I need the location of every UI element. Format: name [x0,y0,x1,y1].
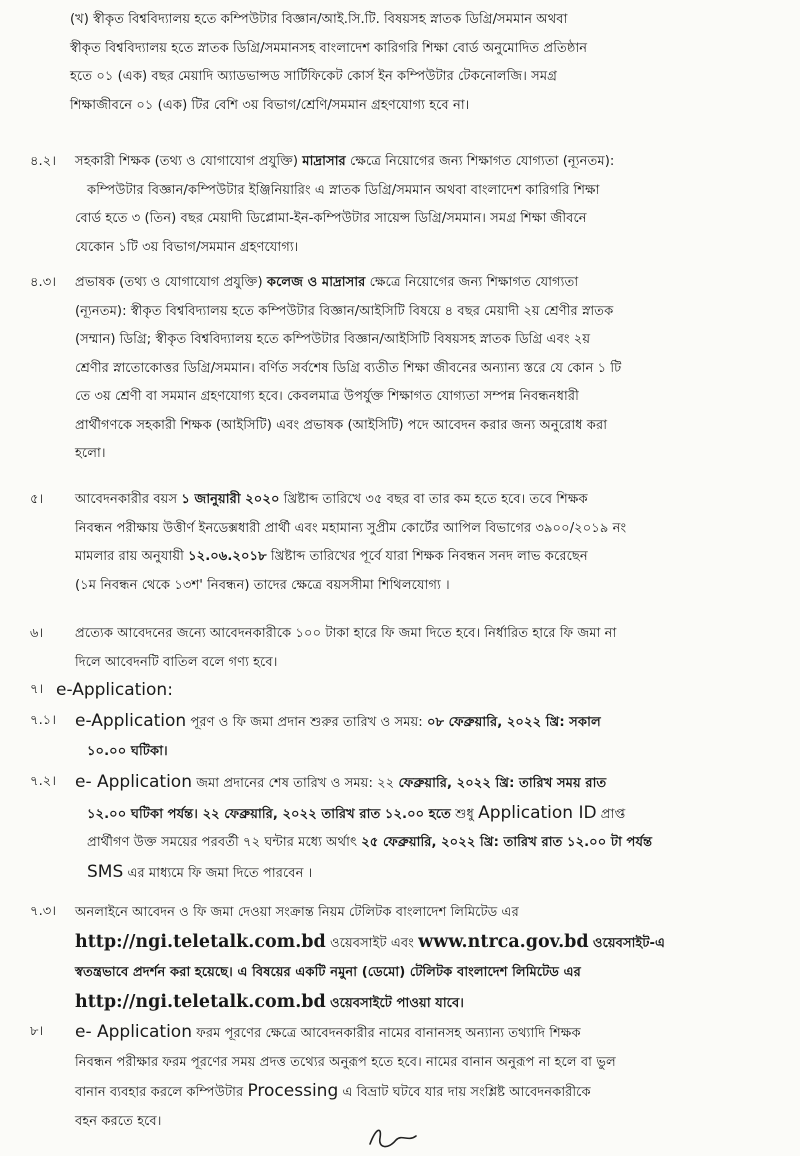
text-run: শুধু [455,806,474,822]
section-8-line: নিবন্ধন পরীক্ষার ফরম পূরণের সময় প্রদত্ত তথ্যের অনুরূপ হতে হবে। নামের বানান অনুরূপ না হলে বা ভুল [75,1054,616,1070]
section-7-3-number: ৭.৩। [30,904,57,919]
bold-run: ২৫ ফেব্রুয়ারি, ২০২২ খ্রি: তারিখ রাত ১২.০০ টা পর্যন্ত [361,835,653,850]
section-6-number: ৬। [30,626,44,641]
bold-run: ওয়েবসাইট-এ [592,935,666,951]
clause-kha-line: হতে ০১ (এক) বছর মেয়াদি অ্যাডভান্সড সার্টিফিকেট কোর্স ইন কম্পিউটার টেকনোলজি। সমগ্র [70,69,558,84]
section-4-3 [75,269,765,469]
section-8-number: ৮। [30,1024,44,1039]
text-run: খ্রিষ্টাব্দ তারিখের পূর্বে যারা শিক্ষক নিবন্ধন সনদ লাভ করেছেন [270,549,588,564]
clause-kha-line: স্বীকৃত বিশ্ববিদ্যালয় হতে স্নাতক ডিগ্রি/সমমানসহ বাংলাদেশ কারিগরি শিক্ষা বোর্ড অনুমোদিত প্রতিষ্ঠান [70,40,588,56]
section-7-2-line [75,829,765,858]
section-8-line [75,1018,765,1049]
section-4-3-line: তে ৩য় শ্রেণী বা সমমান গ্রহণযোগ্য হবে। কেবলমাত্র উপর্যুক্ত শিক্ষাগত যোগ্যতা সম্পন্ন নিবন্ধনধারী [75,389,579,404]
text-run: e-Application [75,711,187,731]
url-link[interactable]: http://ngi.teletalk.com.bd [75,991,326,1012]
clause-kha [70,6,766,120]
section-7-1-line [75,707,765,738]
signature-mark [362,1122,422,1156]
section-4-2-line: বোর্ড হতে ৩ (তিন) বছর মেয়াদী ডিপ্লোমা-ইন-কম্পিউটার সায়েন্স ডিগ্রি/সমমান। সমগ্র শিক্ষা জীবনে [75,211,587,226]
section-7-2-number: ৭.২। [30,774,57,789]
section-7-3-line [75,988,765,1019]
section-7-2-line [75,799,765,830]
bold-run: ১২.০০ ঘটিকা পর্যন্ত। ২২ ফেব্রুয়ারি, ২০২২ তারিখ রাত ১২.০০ হতে [87,806,451,822]
section-4-3-line: শ্রেণীর স্নাতোকোত্তর ডিগ্রি/সমমান। বর্ণিত সর্বশেষ ডিগ্রি ব্যতীত শিক্ষা জীবনের অন্যান্য স্তরে যে কোন ১ টি [75,360,622,376]
text-run: পূরণ ও ফি জমা প্রদান শুরুর তারিখ ও সময়: [190,715,423,730]
section-4-2-line: কম্পিউটার বিজ্ঞান/কম্পিউটার ইঞ্জিনিয়ারিং এ স্নাতক ডিগ্রি/সমমান অথবা বাংলাদেশ কারিগরি শিক্ষা [87,182,600,198]
section-5-line [75,486,765,515]
text-run: বানান ব্যবহার করলে কম্পিউটার [75,1085,244,1100]
section-8-line [75,1077,765,1108]
text-run: ক্ষেত্রে নিয়োগের জন্য শিক্ষাগত যোগ্যতা [369,275,579,290]
section-5 [75,486,765,600]
text-run: e- Application [75,772,192,792]
bold-run: ০৮ ফেব্রুয়ারি, ২০২২ খ্রি: সকাল [426,715,601,730]
section-7-2-line [75,858,765,889]
section-4-2-number: ৪.২। [30,154,57,169]
bold-run: স্বতন্ত্রভাবে প্রদর্শন করা হয়েছে। এ বিষয়ের একটি নমুনা (ডেমো) টেলিটক বাংলাদেশ লিমিটেড এর [75,965,581,980]
section-4-3-number: ৪.৩। [30,275,57,290]
section-5-line [75,543,765,572]
url-link[interactable]: www.ntrca.gov.bd [418,931,589,952]
section-8-line: বহন করতে হবে। [75,1113,162,1129]
section-4-2 [75,148,765,262]
text-run: সহকারী শিক্ষক (তথ্য ও যোগাযোগ প্রযুক্তি) [75,154,299,169]
section-4-2-line [75,148,765,177]
section-6-line: প্রত্যেক আবেদনের জন্যে আবেদনকারীকে ১০০ টাকা হারে ফি জমা দিতে হবে। নির্ধারিত হারে ফি জমা না [75,626,617,641]
section-7-2 [75,768,765,888]
section-4-3-line [75,269,765,298]
text-run: ফরম পূরণের ক্ষেত্রে আবেদনকারীর নামের বানানসহ অন্যান্য তথ্যাদি শিক্ষক [196,1026,581,1041]
section-5-number: ৫। [30,492,44,507]
section-6-line: দিলে আবেদনটি বাতিল বলে গণ্য হবে। [75,654,278,670]
bold-run: কলেজ ও মাদ্রাসার [266,275,366,290]
url-link[interactable]: http://ngi.teletalk.com.bd [75,931,326,952]
section-7-1-line [75,738,765,767]
bold-run: ১০.০০ ঘটিকা। [87,743,168,759]
section-5-line: নিবন্ধন পরীক্ষায় উত্তীর্ণ ইনডেক্সধারী প্রার্থী এবং মহামান্য সুপ্রীম কোর্টের আপিল বিভাগের ৩৯০০/২০১৯ নং [75,520,627,536]
section-7-1-number: ৭.১। [30,713,57,728]
text-run: জমা প্রদানের শেষ তারিখ ও সময়: ২২ [196,776,395,791]
section-5-line: (১ম নিবন্ধন থেকে ১৩শ' নিবন্ধন) তাদের ক্ষেত্রে বয়সসীমা শিথিলযোগ্য । [75,577,450,593]
text-run: Application ID [478,802,597,823]
section-4-3-line: (ন্যূনতম): স্বীকৃত বিশ্ববিদ্যালয় হতে কম্পিউটার বিজ্ঞান/আইসিটি বিষয়ে ৪ বছর মেয়াদী ২য় শ্রেণীর স্নাতক [75,303,614,319]
text-run: Processing [247,1081,339,1101]
text-run: আবেদনকারীর বয়স [75,492,178,507]
text-run: প্রাপ্ত [600,806,626,822]
text-run: মামলার রায় অনুযায়ী [75,549,184,564]
text-run: প্রার্থীগণ উক্ত সময়ের পরবর্তী ৭২ ঘন্টার মধ্যে অর্থাৎ [87,835,358,850]
bold-run: ১ জানুয়ারী ২০২০ [181,492,280,507]
text-run: SMS [87,861,124,882]
section-7-title: e-Application: [56,680,173,700]
section-4-3-line: হলো। [75,446,106,461]
section-7-1 [75,707,765,766]
text-run: ক্ষেত্রে নিয়োগের জন্য শিক্ষাগত যোগ্যতা (ন্যূনতম): [349,154,615,169]
bold-run: ফেব্রুয়ারি, ২০২২ খ্রি: তারিখ সময় রাত [398,776,607,791]
bold-run: ওয়েবসাইটে পাওয়া যাবে। [329,995,465,1011]
text-run: ওয়েবসাইট এবং [329,935,414,951]
bold-run: মাদ্রাসার [302,154,346,169]
text-run: খ্রিষ্টাব্দ তারিখে ৩৫ বছর বা তার কম হতে হবে। তবে শিক্ষক [283,492,588,507]
section-8 [75,1018,765,1136]
text-run: e- Application [75,1022,192,1042]
clause-kha-line: শিক্ষাজীবনে ০১ (এক) টির বেশি ৩য় বিভাগ/শ্রেণি/সমমান গ্রহণযোগ্য হবে না। [70,97,470,113]
section-4-2-line: যেকোন ১টি ৩য় বিভাগ/সমমান গ্রহণযোগ্য। [75,239,299,255]
section-7-3-line [75,958,765,988]
section-7-3 [75,898,765,1018]
section-4-3-line: (সম্মান) ডিগ্রি; স্বীকৃত বিশ্ববিদ্যালয় হতে কম্পিউটার বিজ্ঞান/আইসিটি বিষয়সহ স্নাতক ডিগ্রি এবং ২য় [75,332,591,347]
section-7-number: ৭। [30,682,44,697]
section-7-3-line [75,928,765,959]
text-run: প্রভাষক (তথ্য ও যোগাযোগ প্রযুক্তি) [75,275,263,290]
section-6 [75,620,765,677]
text-run: এর মাধ্যমে ফি জমা দিতে পারবেন । [127,865,313,881]
text-run: এ বিভ্রাট ঘটবে যার দায় সংশ্লিষ্ট আবেদনকারীকে [342,1085,591,1100]
section-7-2-line [75,768,765,799]
bold-run: ১২.০৬.২০১৮ [188,549,267,564]
section-7-3-line: অনলাইনে আবেদন ও ফি জমা দেওয়া সংক্রান্ত নিয়ম টেলিটক বাংলাদেশ লিমিটেড এর [75,905,519,920]
section-4-3-line: প্রার্থীগণকে সহকারী শিক্ষক (আইসিটি) এবং প্রভাষক (আইসিটি) পদে আবেদন করার জন্য অনুরোধ করা [75,417,608,433]
clause-kha-line: (খ) স্বীকৃত বিশ্ববিদ্যালয় হতে কম্পিউটার বিজ্ঞান/আই.সি.টি. বিষয়সহ স্নাতক ডিগ্রি/সমমান অথবা [70,12,568,27]
